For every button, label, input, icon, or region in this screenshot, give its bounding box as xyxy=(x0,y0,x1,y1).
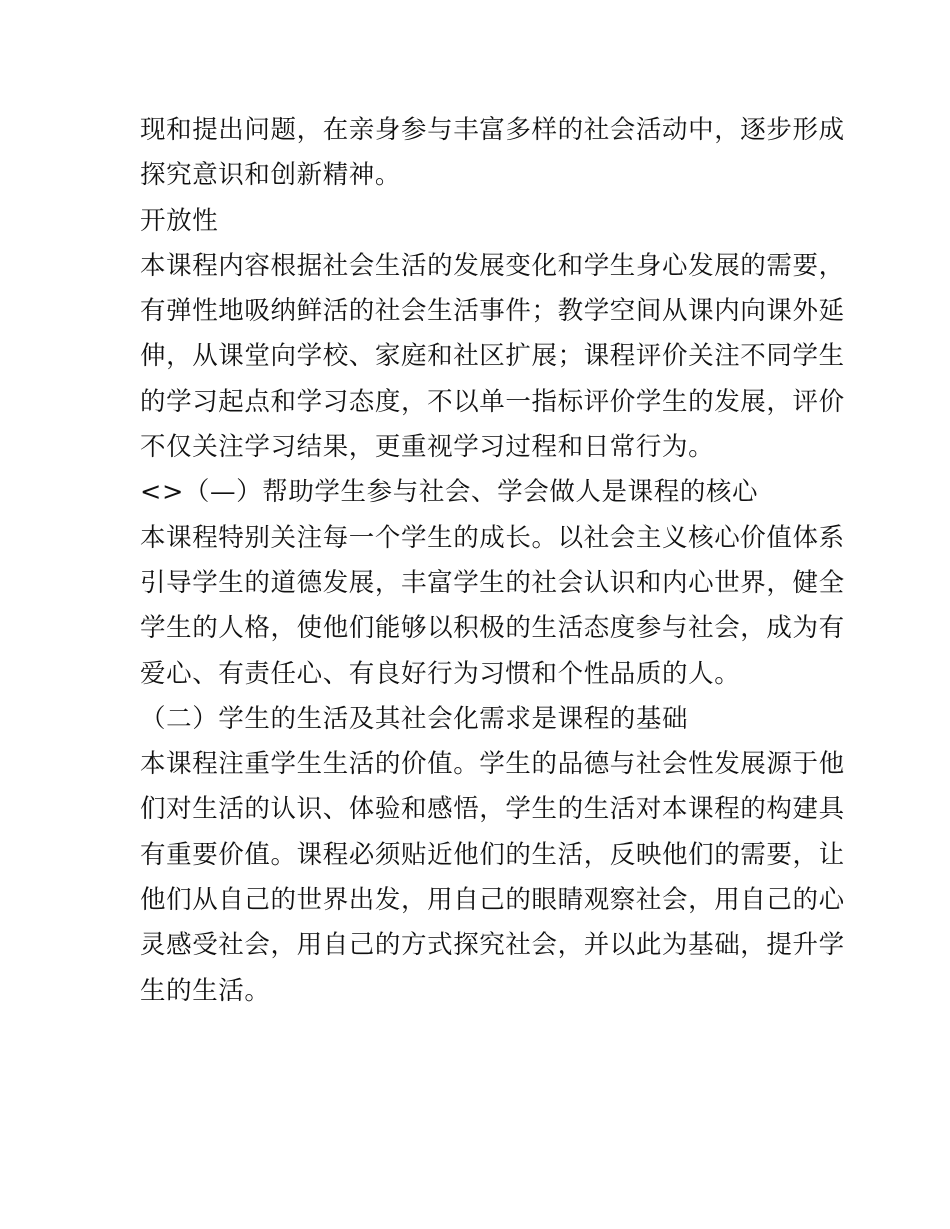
text-line: 生的生活。 xyxy=(140,975,271,1006)
section-heading-openness: 开放性 xyxy=(140,205,219,236)
text-line: 们对生活的认识、体验和感悟，学生的生活对本课程的构建具 xyxy=(140,794,845,825)
text-line: 本课程注重学生生活的价值。学生的品德与社会性发展源于他 xyxy=(140,749,845,780)
text-line: 现和提出问题，在亲身参与丰富多样的社会活动中，逐步形成 xyxy=(140,115,845,145)
text-line: 有重要价值。课程必须贴近他们的生活，反映他们的需要，让 xyxy=(140,839,845,870)
text-line: 有弹性地吸纳鲜活的社会生活事件；教学空间从课内向课外延 xyxy=(140,296,845,327)
text-line: 伸，从课堂向学校、家庭和社区扩展；课程评价关注不同学生 xyxy=(140,341,845,372)
text-line: 本课程内容根据社会生活的发展变化和学生身心发展的需要， xyxy=(140,250,845,281)
text-line: 探究意识和创新精神。 xyxy=(140,160,402,191)
text-line: 本课程特别关注每一个学生的成长。以社会主义核心价值体系 xyxy=(140,522,845,553)
text-line: 引导学生的道德发展，丰富学生的社会认识和内心世界，健全 xyxy=(140,567,845,598)
text-line: 的学习起点和学习态度，不以单一指标评价学生的发展，评价 xyxy=(140,386,845,417)
text-line: 学生的人格，使他们能够以积极的生活态度参与社会，成为有 xyxy=(140,613,845,644)
section-heading-foundation: （二）学生的生活及其社会化需求是课程的基础 xyxy=(140,703,689,734)
document-body xyxy=(140,108,845,1014)
text-line: 他们从自己的世界出发，用自己的眼睛观察社会，用自己的心 xyxy=(140,885,845,916)
text-line: 灵感受社会，用自己的方式探究社会，并以此为基础，提升学 xyxy=(140,930,845,961)
text-line: 爱心、有责任心、有良好行为习惯和个性品质的人。 xyxy=(140,658,741,689)
section-heading-core: <>（—）帮助学生参与社会、学会做人是课程的核心 xyxy=(140,477,759,508)
text-line: 不仅关注学习结果，更重视学习过程和日常行为。 xyxy=(140,432,715,463)
